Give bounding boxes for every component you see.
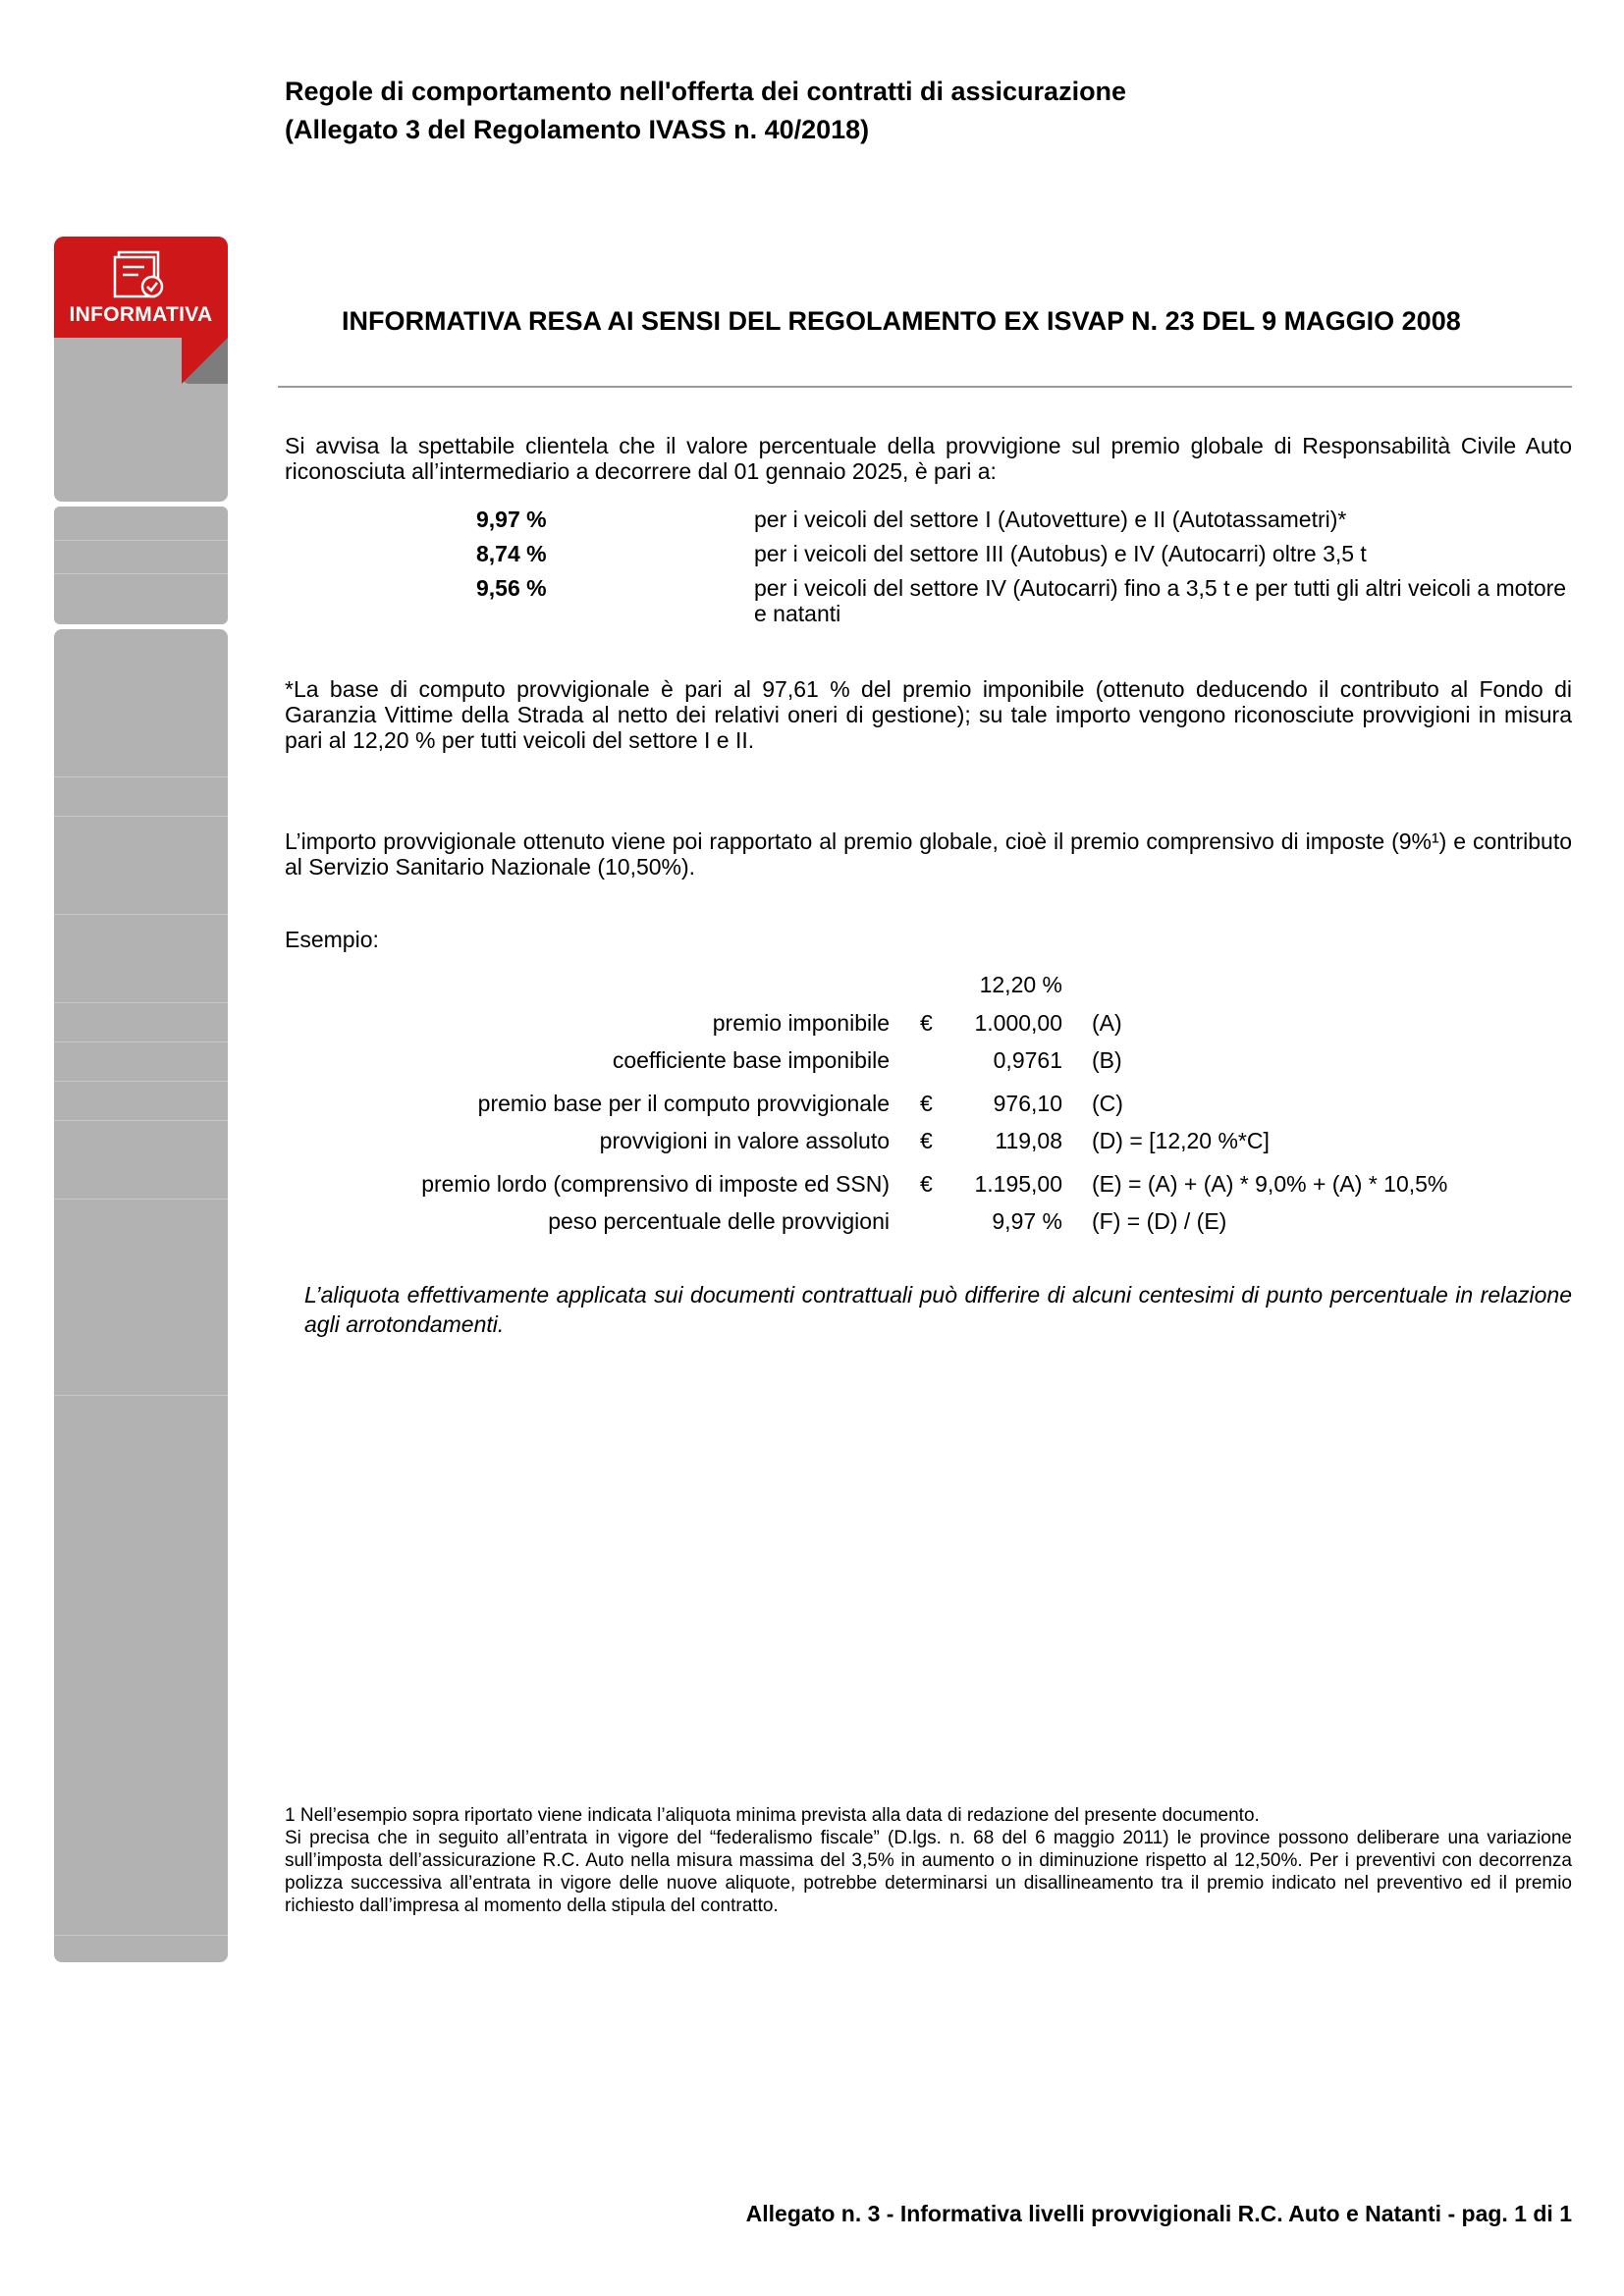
example-row-label: premio imponibile <box>712 1010 890 1036</box>
example-row-label: premio lordo (comprensivo di imposte ed SSN) <box>421 1171 890 1197</box>
example-row-ref: (E) = (A) + (A) * 9,0% + (A) * 10,5% <box>1092 1171 1448 1197</box>
intro-paragraph: Si avvisa la spettabile clientela che il valore percentuale della provvigione sul premio globale di Responsabilità Civile Auto riconosciuta all’intermediario a decorrere dal 01 gennaio 2025, è pari a: <box>285 433 1572 484</box>
page-title: INFORMATIVA RESA AI SENSI DEL REGOLAMENTO EX ISVAP N. 23 DEL 9 MAGGIO 2008 <box>342 306 1461 336</box>
footnote-line-1: 1 Nell’esempio sopra riportato viene indicata l’aliquota minima prevista alla data di redazione del presente documento. <box>285 1805 1260 1826</box>
example-row-currency: € <box>920 1171 933 1197</box>
example-label: Esempio: <box>285 927 379 952</box>
sidebar-block-middle <box>54 507 228 624</box>
example-row-label: provvigioni in valore assoluto <box>599 1128 890 1153</box>
example-row-currency: € <box>920 1128 933 1153</box>
document-check-icon <box>113 250 170 304</box>
informativa-tag-label: INFORMATIVA <box>69 303 213 326</box>
global-premium-paragraph: L’importo provvigionale ottenuto viene poi rapportato al premio globale, cioè il premio comprensivo di imposte (9%¹) e contributo al Servizio Sanitario Nazionale (10,50%). <box>285 828 1572 880</box>
rate-description: per i veicoli del settore III (Autobus) e IV (Autocarri) oltre 3,5 t <box>754 541 1367 566</box>
example-row-value: 976,10 <box>993 1091 1062 1116</box>
header-line-2: (Allegato 3 del Regolamento IVASS n. 40/2018) <box>285 115 870 144</box>
example-row-value: 0,9761 <box>993 1047 1062 1073</box>
sidebar-block-bottom <box>54 629 228 1962</box>
rate-percent: 9,97 % <box>476 507 547 532</box>
rate-percent: 9,56 % <box>476 575 547 601</box>
example-row-value: 1.000,00 <box>974 1010 1062 1036</box>
tag-fold-corner <box>182 338 228 384</box>
page-footer: Allegato n. 3 - Informativa livelli provvigionali R.C. Auto e Natanti - pag. 1 di 1 <box>745 2201 1572 2226</box>
example-row-ref: (F) = (D) / (E) <box>1092 1208 1227 1234</box>
example-row-value: 119,08 <box>995 1128 1062 1153</box>
rounding-note: L’aliquota effettivamente applicata sui documenti contrattuali può differire di alcuni centesimi di punto percentuale in relazione agli arrotondamenti. <box>304 1282 1572 1337</box>
header-line-1: Regole di comportamento nell'offerta dei contratti di assicurazione <box>285 77 1127 106</box>
example-row-ref: (B) <box>1092 1047 1122 1073</box>
example-row-label: premio base per il computo provvigionale <box>477 1091 890 1116</box>
calculation-base-paragraph: *La base di computo provvigionale è pari al 97,61 % del premio imponibile (ottenuto deducendo il contributo al Fondo di Garanzia Vittime della Strada al netto dei relativi oneri di gestione); su tale importo vengono riconosciute provvigioni in misura pari al 12,20 % per tutti veicoli del settore I e II. <box>285 676 1572 753</box>
document-header <box>285 73 1126 149</box>
example-header-value: 12,20 % <box>979 972 1062 997</box>
example-row-label: coefficiente base imponibile <box>612 1047 890 1073</box>
example-row-ref: (C) <box>1092 1091 1123 1116</box>
rate-description: per i veicoli del settore I (Autovetture) e II (Autotassametri)* <box>754 507 1347 532</box>
rate-percent: 8,74 % <box>476 541 547 566</box>
example-row-ref: (D) = [12,20 %*C] <box>1092 1128 1270 1153</box>
rate-description: per i veicoli del settore IV (Autocarri) fino a 3,5 t e per tutti gli altri veicoli a motore e natanti <box>754 575 1567 626</box>
informativa-tag <box>54 237 228 338</box>
example-row-currency: € <box>920 1091 933 1116</box>
footnote <box>285 1804 1572 1917</box>
example-row-ref: (A) <box>1092 1010 1122 1036</box>
example-row-value: 9,97 % <box>992 1208 1062 1234</box>
example-row-currency: € <box>920 1010 933 1036</box>
example-row-value: 1.195,00 <box>974 1171 1062 1197</box>
example-row-label: peso percentuale delle provvigioni <box>548 1208 890 1234</box>
title-divider <box>278 386 1572 388</box>
footnote-line-2: Si precisa che in seguito all’entrata in vigore del “federalismo fiscale” (D.lgs. n. 68 del 6 maggio 2011) le province possono deliberare una variazione sull’imposta dell’assicurazione R.C. Auto nella misura massima del 3,5% in aumento o in diminuzione rispetto al 12,50%. Per i preventivi con decorrenza polizza successiva all’entrata in vigore delle nuove aliquote, potrebbe determinarsi un disallineamento tra il premio indicato nel preventivo ed il premio richiesto dall’impresa al momento della stipula del contratto. <box>285 1828 1572 1916</box>
